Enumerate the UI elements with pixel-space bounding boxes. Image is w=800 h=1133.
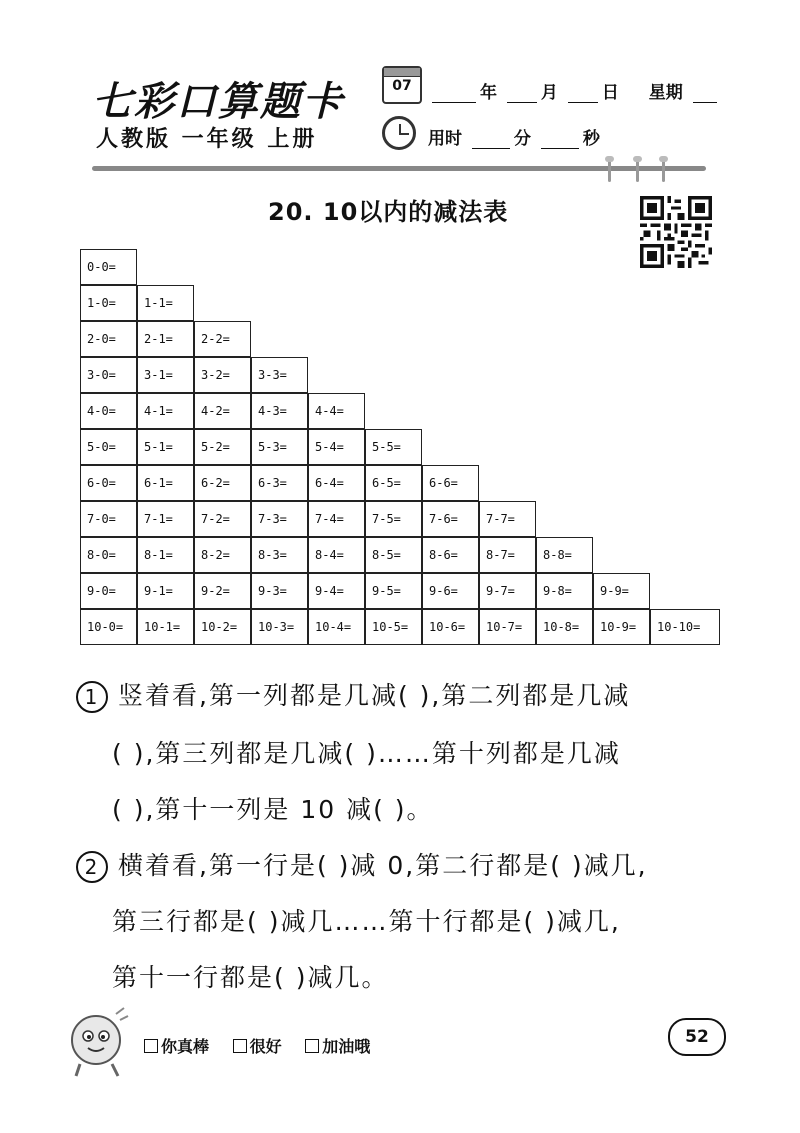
brand-title: 七彩口算题卡 bbox=[92, 78, 344, 125]
table-cell: 3-1= bbox=[137, 357, 194, 393]
rating-option-good[interactable] bbox=[233, 1037, 282, 1056]
table-cell: 8-0= bbox=[80, 537, 137, 573]
year-blank[interactable] bbox=[432, 84, 476, 103]
table-cell: 7-2= bbox=[194, 501, 251, 537]
minutes-blank[interactable] bbox=[472, 130, 510, 149]
question-1-line-1 bbox=[76, 676, 630, 713]
question-1-line-2: ( ),第三列都是几减( )……第十列都是几减 bbox=[112, 739, 621, 768]
time-used-label: 用时 bbox=[428, 129, 462, 149]
table-cell: 7-6= bbox=[422, 501, 479, 537]
table-cell: 0-0= bbox=[80, 249, 137, 285]
table-cell: 2-0= bbox=[80, 321, 137, 357]
table-cell: 8-8= bbox=[536, 537, 593, 573]
table-cell: 9-4= bbox=[308, 573, 365, 609]
question-2-line-1 bbox=[76, 846, 648, 883]
table-cell: 9-3= bbox=[251, 573, 308, 609]
table-cell: 7-1= bbox=[137, 501, 194, 537]
table-cell: 8-1= bbox=[137, 537, 194, 573]
minutes-label: 分 bbox=[513, 129, 531, 149]
rating-option-great[interactable] bbox=[144, 1037, 209, 1056]
table-cell: 6-3= bbox=[251, 465, 308, 501]
table-cell: 8-7= bbox=[479, 537, 536, 573]
table-cell: 5-1= bbox=[137, 429, 194, 465]
table-cell: 6-1= bbox=[137, 465, 194, 501]
table-cell: 3-3= bbox=[251, 357, 308, 393]
month-blank[interactable] bbox=[507, 84, 537, 103]
rating-label-good: 很好 bbox=[249, 1037, 282, 1056]
table-cell: 10-1= bbox=[137, 609, 194, 645]
table-cell: 5-4= bbox=[308, 429, 365, 465]
question-1-text-1: 竖着看,第一列都是几减( ),第二列都是几减 bbox=[118, 681, 631, 710]
year-label: 年 bbox=[480, 83, 497, 103]
table-cell: 10-10= bbox=[650, 609, 720, 645]
table-cell: 7-5= bbox=[365, 501, 422, 537]
table-cell: 4-2= bbox=[194, 393, 251, 429]
table-cell: 6-0= bbox=[80, 465, 137, 501]
day-label: 日 bbox=[601, 83, 619, 103]
time-fill-line bbox=[428, 124, 600, 149]
calendar-icon-number: 07 bbox=[392, 78, 412, 94]
table-cell: 9-2= bbox=[194, 573, 251, 609]
checkbox-icon[interactable] bbox=[144, 1039, 158, 1053]
table-cell: 2-1= bbox=[137, 321, 194, 357]
table-cell: 10-0= bbox=[80, 609, 137, 645]
table-cell: 6-2= bbox=[194, 465, 251, 501]
question-2-marker: 2 bbox=[76, 851, 108, 883]
table-cell: 8-6= bbox=[422, 537, 479, 573]
header-divider bbox=[92, 166, 706, 171]
table-cell: 8-5= bbox=[365, 537, 422, 573]
table-cell: 4-1= bbox=[137, 393, 194, 429]
table-cell: 7-0= bbox=[80, 501, 137, 537]
table-cell: 10-7= bbox=[479, 609, 536, 645]
checkbox-icon[interactable] bbox=[305, 1039, 319, 1053]
edition-subtitle: 人教版 一年级 上册 bbox=[96, 127, 318, 152]
page-number: 52 bbox=[668, 1018, 726, 1056]
binder-pin-icon bbox=[636, 156, 639, 182]
date-fill-line bbox=[428, 78, 721, 103]
binder-pin-icon bbox=[662, 156, 665, 182]
table-cell: 9-6= bbox=[422, 573, 479, 609]
table-cell: 7-4= bbox=[308, 501, 365, 537]
table-cell: 10-3= bbox=[251, 609, 308, 645]
table-cell: 6-5= bbox=[365, 465, 422, 501]
month-label: 月 bbox=[540, 83, 558, 103]
question-2-line-2: 第三行都是( )减几……第十行都是( )减几, bbox=[112, 907, 621, 936]
table-cell: 8-2= bbox=[194, 537, 251, 573]
table-cell: 9-7= bbox=[479, 573, 536, 609]
table-cell: 9-0= bbox=[80, 573, 137, 609]
rating-option-keep-going[interactable] bbox=[305, 1037, 370, 1056]
rating-label-great: 你真棒 bbox=[161, 1037, 210, 1056]
table-cell: 2-2= bbox=[194, 321, 251, 357]
table-cell: 5-3= bbox=[251, 429, 308, 465]
table-cell: 7-3= bbox=[251, 501, 308, 537]
table-cell: 9-5= bbox=[365, 573, 422, 609]
table-cell: 8-3= bbox=[251, 537, 308, 573]
table-cell: 10-5= bbox=[365, 609, 422, 645]
table-cell: 8-4= bbox=[308, 537, 365, 573]
seconds-label: 秒 bbox=[582, 129, 600, 149]
qr-code[interactable] bbox=[640, 196, 712, 268]
seconds-blank[interactable] bbox=[541, 130, 579, 149]
table-cell: 3-2= bbox=[194, 357, 251, 393]
table-cell: 5-2= bbox=[194, 429, 251, 465]
table-cell: 5-0= bbox=[80, 429, 137, 465]
question-1-line-3: ( ),第十一列是 10 减( )。 bbox=[112, 795, 434, 824]
question-1-marker: 1 bbox=[76, 681, 108, 713]
table-cell: 3-0= bbox=[80, 357, 137, 393]
mascot-illustration bbox=[66, 1006, 130, 1078]
alarm-clock-icon bbox=[382, 116, 416, 150]
weekday-blank[interactable] bbox=[693, 84, 717, 103]
table-cell: 10-2= bbox=[194, 609, 251, 645]
table-cell: 10-8= bbox=[536, 609, 593, 645]
self-rating-options bbox=[144, 1034, 388, 1057]
table-cell: 10-6= bbox=[422, 609, 479, 645]
table-cell: 1-0= bbox=[80, 285, 137, 321]
table-cell: 9-9= bbox=[593, 573, 650, 609]
table-cell: 5-5= bbox=[365, 429, 422, 465]
calendar-icon bbox=[382, 66, 422, 104]
table-cell: 4-4= bbox=[308, 393, 365, 429]
table-cell: 9-8= bbox=[536, 573, 593, 609]
question-2-line-3: 第十一行都是( )减几。 bbox=[112, 963, 389, 992]
table-cell: 4-3= bbox=[251, 393, 308, 429]
table-cell: 7-7= bbox=[479, 501, 536, 537]
table-cell: 10-4= bbox=[308, 609, 365, 645]
day-blank[interactable] bbox=[568, 84, 598, 103]
table-cell: 6-4= bbox=[308, 465, 365, 501]
weekday-label: 星期 bbox=[648, 83, 683, 103]
section-title: 20. 10以内的减法表 bbox=[268, 198, 509, 226]
table-cell: 9-1= bbox=[137, 573, 194, 609]
question-2-text-1: 横着看,第一行是( )减 0,第二行都是( )减几, bbox=[118, 851, 648, 880]
rating-label-keep-going: 加油哦 bbox=[322, 1037, 371, 1056]
binder-pin-icon bbox=[608, 156, 611, 182]
table-cell: 4-0= bbox=[80, 393, 137, 429]
table-cell: 10-9= bbox=[593, 609, 650, 645]
checkbox-icon[interactable] bbox=[233, 1039, 247, 1053]
table-cell: 1-1= bbox=[137, 285, 194, 321]
table-cell: 6-6= bbox=[422, 465, 479, 501]
